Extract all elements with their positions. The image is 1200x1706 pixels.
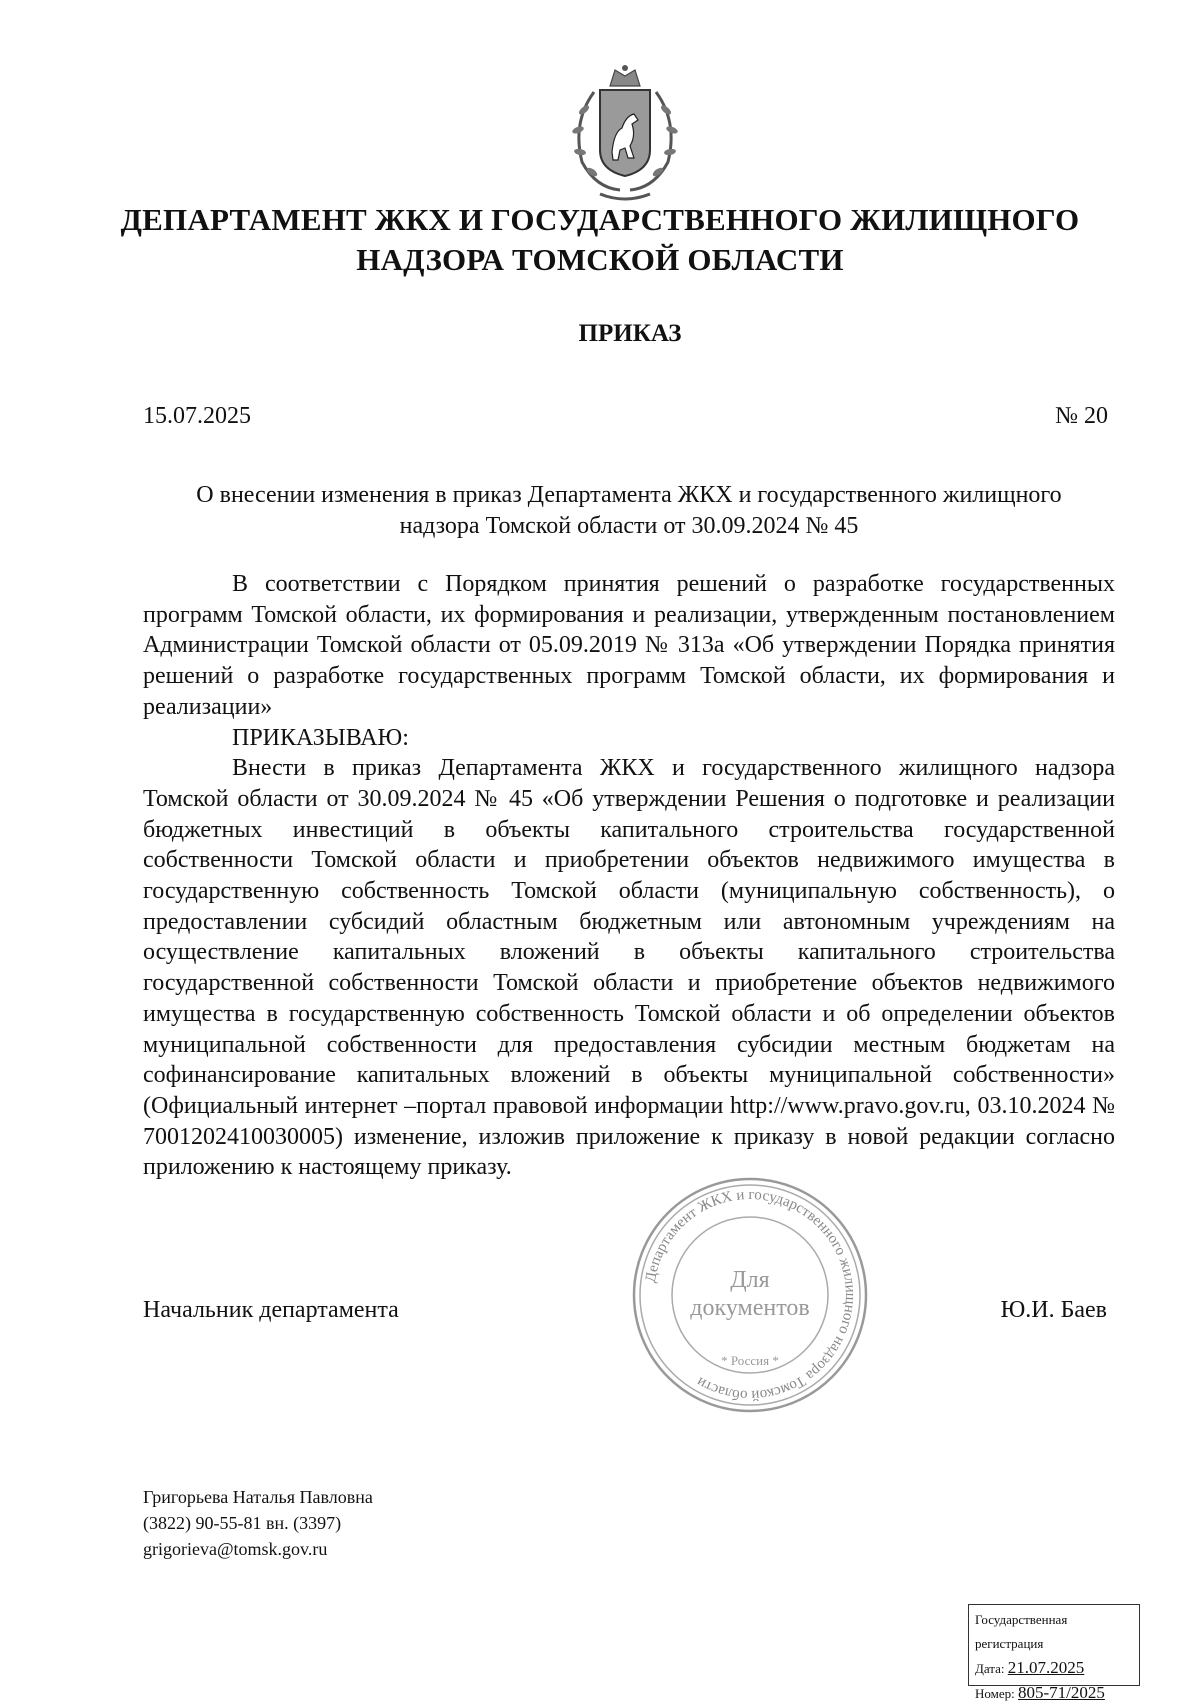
registration-title: Государственная регистрация <box>975 1612 1068 1651</box>
seal-inner-line-1: Для <box>730 1267 770 1293</box>
subject-line-2: надзора Томской области от 30.09.2024 № 45 <box>399 513 859 539</box>
official-seal-icon <box>630 1175 870 1415</box>
registration-number-label: Номер: <box>975 1686 1015 1701</box>
registration-stamp <box>968 1604 1140 1702</box>
contact-name: Григорьева Наталья Павловна <box>143 1487 373 1507</box>
registration-date: 21.07.2025 <box>1007 1658 1085 1677</box>
registration-number-row <box>975 1681 1133 1706</box>
order-subject <box>143 480 1115 542</box>
order-word: ПРИКАЗЫВАЮ: <box>232 724 409 751</box>
body-paragraph-1: В соответствии с Порядком принятия решений о разработке государственных программ Томской области, их формирования и реализации, утвержденным постановлением Администрации Томской области от 05.09.2019 № 313а «Об утверждении Порядка принятия решений о разработке государственных программ Томской области, их формирования и реализации» <box>143 571 1115 720</box>
seal-outer-text: Департамент ЖКХ и государственного жилищного надзора Томской области <box>642 1186 859 1404</box>
seal-bottom-text: * Россия * <box>721 1353 779 1368</box>
signature-name: Ю.И. Баев <box>1000 1297 1107 1323</box>
tomsk-coat-of-arms-icon <box>560 62 690 212</box>
order-date: 15.07.2025 <box>143 403 251 429</box>
order-body <box>143 569 1115 1183</box>
subject-line-1: О внесении изменения в приказ Департамента ЖКХ и государственного жилищного <box>196 482 1062 508</box>
doc-type-title: ПРИКАЗ <box>578 320 682 347</box>
registration-date-row <box>975 1656 1133 1681</box>
registration-date-label: Дата: <box>975 1661 1005 1676</box>
department-title <box>60 200 1140 280</box>
signature-position: Начальник департамента <box>143 1297 399 1323</box>
registration-number: 805-71/2025 <box>1018 1683 1105 1702</box>
contact-phone: (3822) 90-55-81 вн. (3397) <box>143 1513 342 1533</box>
body-paragraph-2: Внести в приказ Департамента ЖКХ и государственного жилищного надзора Томской области от 30.09.2024 № 45 «Об утверждении Решения о подготовке и реализации бюджетных инвестиций в объекты капитального строительства государственной собственности Томской области и приобретении объектов недвижимого имущества в государственную собственность Томской области (муниципальную собственность), о предоставлении субсидий областным бюджетным или автономным учреждениям на осуществление капитальных вложений в объекты капитального строительства государственной собственности Томской области и приобретение объектов недвижимого имущества в государственную собственность Томской области и об определении объектов муниципальной собственности для предоставления субсидии местным бюджетам на софинансирование капитальных вложений в объекты муниципальной собственности» (Официальный интернет –портал правовой информации http://www.pravo.gov.ru, 03.10.2024 № 7001202410030005) изменение, изложив приложение к приказу в новой редакции согласно приложению к настоящему приказу. <box>143 755 1115 1181</box>
seal-inner-line-2: документов <box>690 1295 810 1321</box>
contact-block <box>143 1484 373 1562</box>
order-number: № 20 <box>1055 403 1108 429</box>
department-line-2: НАДЗОРА ТОМСКОЙ ОБЛАСТИ <box>356 242 844 277</box>
department-line-1: ДЕПАРТАМЕНТ ЖКХ И ГОСУДАРСТВЕННОГО ЖИЛИЩНОГО <box>120 202 1080 237</box>
contact-email: grigorieva@tomsk.gov.ru <box>143 1539 328 1559</box>
